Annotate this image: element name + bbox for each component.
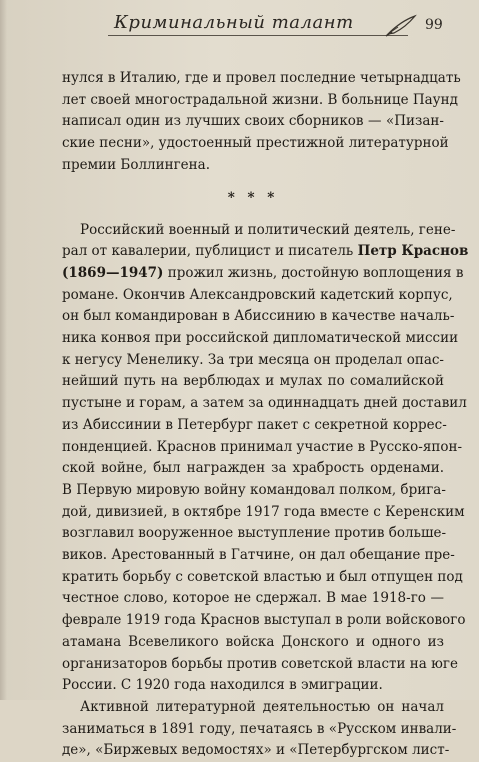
page-body — [62, 68, 469, 762]
text-line: ника конвоя при российской дипломатической миссии — [62, 330, 459, 347]
text-line: написал один из лучших своих сборников — «Пизан- — [62, 113, 444, 130]
quill-pen-icon — [384, 14, 418, 38]
text-line: возглавил вооруженное выступление против больше- — [62, 525, 447, 542]
running-header — [108, 12, 416, 40]
section-separator: * * * — [227, 189, 279, 206]
text-line: заниматься в 1891 году, печатаясь в «Русском инвали- — [62, 720, 457, 737]
text-line: организаторов борьбы против советской власти на юге — [62, 655, 458, 672]
text-line: виков. Арестованный в Гатчине, он дал обещание пре- — [62, 547, 455, 564]
text-line: де», «Биржевых ведомостях» и «Петербургском лист- — [62, 742, 450, 759]
text-line: понденцией. Краснов принимал участие в Русско-япон- — [62, 438, 463, 455]
header-rule — [108, 35, 408, 36]
text-line — [62, 241, 469, 263]
text-line: кратить борьбу с советской властью и был отпущен под — [62, 568, 463, 585]
paragraph-krasnov — [62, 220, 469, 697]
text-line: романе. Окончив Александровский кадетский корпус, — [62, 286, 453, 303]
person-name: Петр Краснов — [357, 243, 469, 260]
text-line: феврале 1919 года Краснов выступал в роли войскового — [62, 612, 466, 629]
text-line: дой, дивизией, в октябре 1917 года вместе с Керенским — [62, 503, 465, 520]
paragraph-literary — [62, 697, 457, 762]
text-line: пустыне и горам, а затем за одиннадцать дней доставил — [62, 395, 467, 412]
text-line: из Абиссинии в Петербург пакет с секретной коррес- — [62, 416, 447, 433]
text-line: лет своей многострадальной жизни. В больнице Паунд — [62, 91, 458, 108]
text-line: премии Боллингена. — [62, 156, 211, 173]
text-line: ской войне, был награжден за храбрость орденами. — [62, 460, 444, 477]
life-years: (1869—1947) — [62, 264, 164, 281]
text-line: ские песни», удостоенный престижной литературной — [62, 135, 449, 152]
text-fragment: прожил жизнь, достойную воплощения в — [163, 264, 464, 281]
text-line: России. С 1920 года находился в эмиграции. — [62, 677, 383, 694]
text-line: нулся в Италию, где и провел последние четырнадцать — [62, 70, 461, 86]
text-line: атамана Всевеликого войска Донского и одного из — [62, 633, 444, 650]
text-line: честное слово, которое не сдержал. В мае 1918-го — — [62, 590, 444, 607]
text-line — [62, 263, 464, 285]
running-title: Криминальный талант — [114, 12, 354, 33]
page-number: 99 — [425, 17, 443, 33]
text-line: к негусу Менелику. За три месяца он проделал опас- — [62, 351, 444, 368]
text-line: Активной литературной деятельностью он начал — [80, 698, 444, 715]
text-line: Российский военный и политический деятель, гене- — [80, 221, 456, 238]
text-line: нейший путь на верблюдах и мулах по сомалийской — [62, 373, 444, 390]
paragraph-continuation — [62, 68, 461, 177]
text-line: В Первую мировую войну командовал полком, брига- — [62, 481, 446, 498]
text-fragment: рал от кавалерии, публицист и писатель — [62, 243, 358, 260]
text-line: он был командирован в Абиссинию в качестве началь- — [62, 308, 455, 325]
